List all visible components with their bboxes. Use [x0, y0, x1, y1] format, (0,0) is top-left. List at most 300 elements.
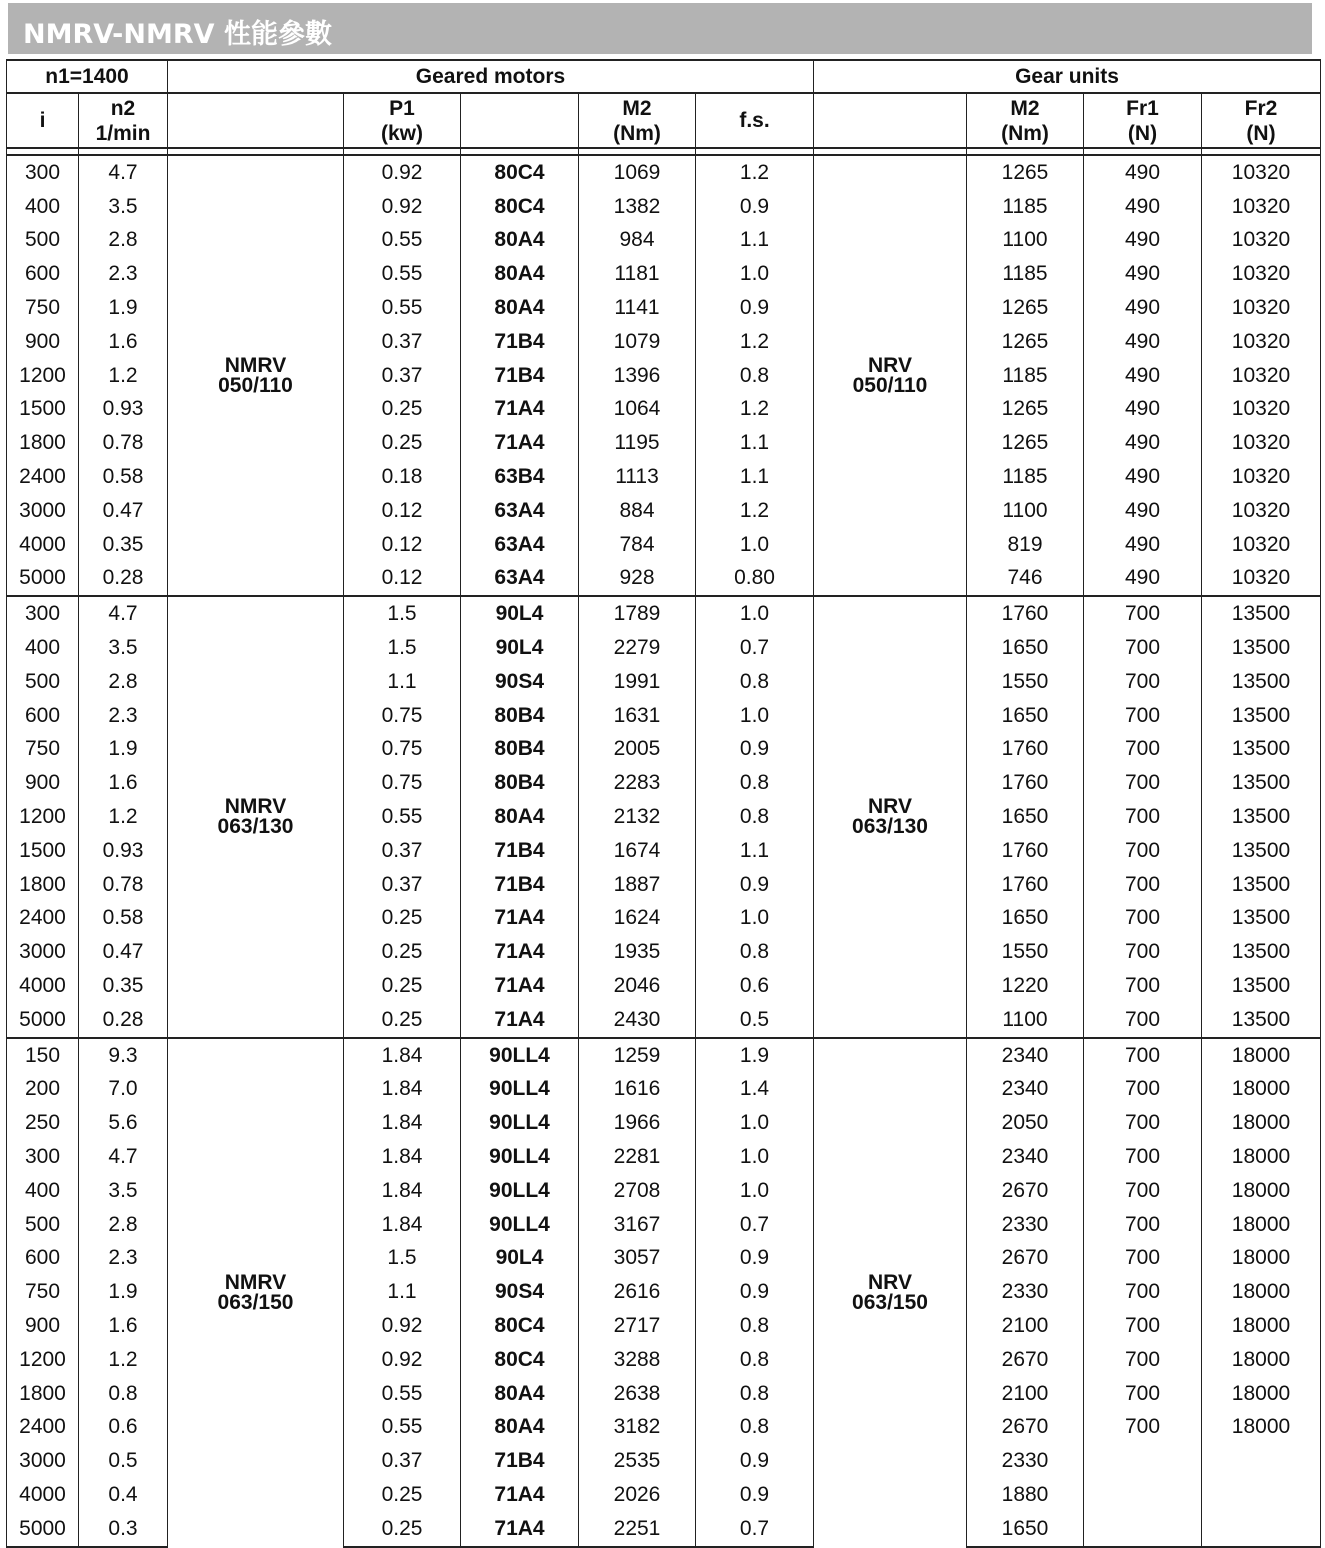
- cell-p1: 1.1: [344, 1275, 461, 1309]
- cell-m2: 1396: [579, 359, 696, 393]
- cell-service-factor: 0.7: [696, 631, 814, 665]
- cell-fr1: 700: [1084, 1106, 1202, 1140]
- cell-motor-type: 63A4: [461, 528, 579, 562]
- cell-fr1: 700: [1084, 969, 1202, 1003]
- cell-fr2: 10320: [1202, 155, 1321, 190]
- cell-m2: 884: [579, 494, 696, 528]
- cell-gear-m2: 2330: [967, 1444, 1084, 1478]
- cell-motor-type: 80A4: [461, 1410, 579, 1444]
- cell-p1: 0.75: [344, 766, 461, 800]
- cell-motor-type: 63A4: [461, 562, 579, 597]
- cell-p1: 0.55: [344, 1377, 461, 1411]
- cell-motor-type: 71A4: [461, 393, 579, 427]
- cell-gear-m2: 1100: [967, 494, 1084, 528]
- cell-service-factor: 0.8: [696, 1410, 814, 1444]
- cell-motor-type: 90L4: [461, 596, 579, 631]
- cell-ratio-i: 2400: [7, 902, 79, 936]
- col-header-fr1: Fr1 (N): [1084, 93, 1202, 148]
- cell-gear-m2: 1760: [967, 834, 1084, 868]
- cell-service-factor: 0.8: [696, 800, 814, 834]
- cell-n2: 1.2: [79, 1343, 168, 1377]
- cell-m2: 2005: [579, 733, 696, 767]
- cell-fr2: 18000: [1202, 1242, 1321, 1276]
- cell-motor-type: 90LL4: [461, 1073, 579, 1107]
- cell-gear-m2: 2340: [967, 1038, 1084, 1073]
- cell-service-factor: 0.8: [696, 665, 814, 699]
- header-separator: [7, 148, 1321, 155]
- cell-m2: 2026: [579, 1478, 696, 1512]
- cell-n2: 3.5: [79, 631, 168, 665]
- cell-ratio-i: 500: [7, 665, 79, 699]
- cell-n2: 9.3: [79, 1038, 168, 1073]
- header-gear-units: Gear units: [814, 60, 1321, 93]
- cell-service-factor: 1.0: [696, 1106, 814, 1140]
- cell-n2: 0.78: [79, 868, 168, 902]
- cell-service-factor: 1.0: [696, 699, 814, 733]
- cell-motor-type: 71B4: [461, 359, 579, 393]
- gear-unit-model: NRV 063/130: [814, 596, 967, 1037]
- cell-n2: 0.78: [79, 426, 168, 460]
- cell-n2: 2.8: [79, 1208, 168, 1242]
- cell-fr1: 700: [1084, 665, 1202, 699]
- cell-m2: 1382: [579, 190, 696, 224]
- cell-service-factor: 0.9: [696, 1444, 814, 1478]
- cell-m2: 1616: [579, 1073, 696, 1107]
- cell-fr1: 700: [1084, 1377, 1202, 1411]
- col-header-fr2: Fr2 (N): [1202, 93, 1321, 148]
- cell-service-factor: 0.9: [696, 868, 814, 902]
- cell-ratio-i: 250: [7, 1106, 79, 1140]
- header-n1: n1=1400: [7, 60, 168, 93]
- cell-motor-type: 71A4: [461, 1478, 579, 1512]
- cell-motor-type: 71A4: [461, 902, 579, 936]
- cell-m2: 2638: [579, 1377, 696, 1411]
- cell-service-factor: 0.8: [696, 1309, 814, 1343]
- cell-fr2: [1202, 1478, 1321, 1512]
- cell-fr2: 10320: [1202, 359, 1321, 393]
- col-header-p1: P1 (kw): [344, 93, 461, 148]
- cell-service-factor: 1.0: [696, 257, 814, 291]
- cell-motor-type: 80B4: [461, 733, 579, 767]
- cell-m2: 1113: [579, 460, 696, 494]
- cell-motor-type: 90LL4: [461, 1106, 579, 1140]
- cell-p1: 0.37: [344, 325, 461, 359]
- cell-service-factor: 0.9: [696, 1275, 814, 1309]
- cell-fr1: 490: [1084, 528, 1202, 562]
- cell-gear-m2: 1185: [967, 190, 1084, 224]
- gear-unit-model: NRV 063/150: [814, 1038, 967, 1547]
- cell-p1: 0.37: [344, 868, 461, 902]
- cell-m2: 1195: [579, 426, 696, 460]
- cell-n2: 0.6: [79, 1410, 168, 1444]
- cell-p1: 1.5: [344, 631, 461, 665]
- cell-fr2: 18000: [1202, 1038, 1321, 1073]
- cell-n2: 1.6: [79, 766, 168, 800]
- cell-fr2: 18000: [1202, 1073, 1321, 1107]
- cell-service-factor: 1.0: [696, 596, 814, 631]
- cell-n2: 1.2: [79, 359, 168, 393]
- cell-fr2: 18000: [1202, 1174, 1321, 1208]
- cell-m2: 2281: [579, 1140, 696, 1174]
- cell-m2: 1966: [579, 1106, 696, 1140]
- cell-fr2: 13500: [1202, 868, 1321, 902]
- cell-m2: 2616: [579, 1275, 696, 1309]
- cell-fr1: 700: [1084, 1174, 1202, 1208]
- cell-motor-type: 80C4: [461, 1309, 579, 1343]
- cell-ratio-i: 750: [7, 291, 79, 325]
- cell-p1: 0.55: [344, 800, 461, 834]
- cell-gear-m2: 1650: [967, 902, 1084, 936]
- cell-ratio-i: 5000: [7, 562, 79, 597]
- cell-m2: 3167: [579, 1208, 696, 1242]
- cell-fr1: 700: [1084, 1140, 1202, 1174]
- cell-fr2: 10320: [1202, 562, 1321, 597]
- cell-p1: 0.92: [344, 1343, 461, 1377]
- col-header-fs: f.s.: [696, 93, 814, 148]
- cell-gear-m2: 1100: [967, 1003, 1084, 1038]
- cell-fr1: 700: [1084, 868, 1202, 902]
- cell-n2: 2.3: [79, 1242, 168, 1276]
- cell-fr1: 490: [1084, 325, 1202, 359]
- cell-p1: 1.84: [344, 1140, 461, 1174]
- title-bar: [8, 3, 1312, 54]
- cell-fr2: 10320: [1202, 325, 1321, 359]
- table-body: [7, 60, 1321, 1547]
- cell-fr1: 700: [1084, 1309, 1202, 1343]
- cell-gear-m2: 1880: [967, 1478, 1084, 1512]
- cell-p1: 0.37: [344, 359, 461, 393]
- cell-fr2: 10320: [1202, 190, 1321, 224]
- cell-motor-type: 90LL4: [461, 1208, 579, 1242]
- col-header-gear-model: [814, 93, 967, 148]
- cell-n2: 0.28: [79, 1003, 168, 1038]
- cell-fr2: 10320: [1202, 528, 1321, 562]
- cell-fr1: 700: [1084, 1275, 1202, 1309]
- cell-ratio-i: 500: [7, 224, 79, 258]
- cell-service-factor: 1.0: [696, 528, 814, 562]
- cell-fr2: 18000: [1202, 1377, 1321, 1411]
- cell-ratio-i: 400: [7, 1174, 79, 1208]
- cell-service-factor: 1.1: [696, 460, 814, 494]
- cell-ratio-i: 600: [7, 699, 79, 733]
- cell-n2: 2.3: [79, 257, 168, 291]
- cell-p1: 0.55: [344, 1410, 461, 1444]
- cell-n2: 4.7: [79, 155, 168, 190]
- cell-m2: 2132: [579, 800, 696, 834]
- cell-fr1: 700: [1084, 1242, 1202, 1276]
- cell-m2: 2283: [579, 766, 696, 800]
- header-row-top: [7, 60, 1321, 93]
- cell-n2: 0.47: [79, 935, 168, 969]
- cell-motor-type: 63B4: [461, 460, 579, 494]
- cell-service-factor: 1.1: [696, 224, 814, 258]
- cell-service-factor: 0.9: [696, 1242, 814, 1276]
- cell-ratio-i: 900: [7, 1309, 79, 1343]
- cell-fr2: 13500: [1202, 902, 1321, 936]
- cell-fr2: 13500: [1202, 935, 1321, 969]
- geared-motor-model: NMRV 063/150: [168, 1038, 344, 1547]
- cell-motor-type: 80A4: [461, 1377, 579, 1411]
- cell-n2: 0.58: [79, 460, 168, 494]
- cell-ratio-i: 4000: [7, 969, 79, 1003]
- cell-motor-type: 80C4: [461, 1343, 579, 1377]
- cell-motor-type: 90LL4: [461, 1174, 579, 1208]
- cell-service-factor: 1.2: [696, 393, 814, 427]
- cell-gear-m2: 2670: [967, 1174, 1084, 1208]
- cell-ratio-i: 3000: [7, 1444, 79, 1478]
- cell-service-factor: 0.9: [696, 291, 814, 325]
- cell-m2: 1141: [579, 291, 696, 325]
- cell-gear-m2: 2100: [967, 1309, 1084, 1343]
- cell-p1: 0.25: [344, 902, 461, 936]
- cell-ratio-i: 5000: [7, 1003, 79, 1038]
- cell-fr1: 700: [1084, 1208, 1202, 1242]
- cell-motor-type: 80B4: [461, 766, 579, 800]
- cell-motor-type: 90LL4: [461, 1140, 579, 1174]
- cell-service-factor: 0.8: [696, 1343, 814, 1377]
- cell-fr1: 700: [1084, 699, 1202, 733]
- col-header-m2: M2 (Nm): [579, 93, 696, 148]
- cell-gear-m2: 1550: [967, 665, 1084, 699]
- cell-fr2: 13500: [1202, 969, 1321, 1003]
- cell-service-factor: 1.0: [696, 902, 814, 936]
- cell-gear-m2: 1650: [967, 699, 1084, 733]
- cell-p1: 0.25: [344, 935, 461, 969]
- cell-motor-type: 80B4: [461, 699, 579, 733]
- cell-p1: 0.25: [344, 393, 461, 427]
- cell-motor-type: 71A4: [461, 426, 579, 460]
- cell-fr1: 490: [1084, 426, 1202, 460]
- col-header-i: i: [7, 93, 79, 148]
- cell-m2: 928: [579, 562, 696, 597]
- cell-m2: 1259: [579, 1038, 696, 1073]
- cell-gear-m2: 1265: [967, 291, 1084, 325]
- table-row: [7, 155, 1321, 190]
- col-header-gear-m2: M2 (Nm): [967, 93, 1084, 148]
- cell-motor-type: 80A4: [461, 800, 579, 834]
- cell-gear-m2: 1265: [967, 325, 1084, 359]
- cell-n2: 0.28: [79, 562, 168, 597]
- cell-service-factor: 1.4: [696, 1073, 814, 1107]
- cell-p1: 0.75: [344, 733, 461, 767]
- cell-gear-m2: 1265: [967, 426, 1084, 460]
- cell-n2: 0.35: [79, 528, 168, 562]
- cell-m2: 3182: [579, 1410, 696, 1444]
- cell-gear-m2: 2340: [967, 1073, 1084, 1107]
- cell-n2: 4.7: [79, 1140, 168, 1174]
- cell-n2: 0.35: [79, 969, 168, 1003]
- col-header-geared-model: [168, 93, 344, 148]
- cell-fr1: 700: [1084, 800, 1202, 834]
- cell-gear-m2: 2670: [967, 1410, 1084, 1444]
- cell-gear-m2: 2100: [967, 1377, 1084, 1411]
- cell-service-factor: 1.1: [696, 834, 814, 868]
- cell-m2: 3288: [579, 1343, 696, 1377]
- cell-n2: 4.7: [79, 596, 168, 631]
- cell-fr1: 700: [1084, 1038, 1202, 1073]
- cell-motor-type: 90L4: [461, 631, 579, 665]
- cell-n2: 1.2: [79, 800, 168, 834]
- cell-motor-type: 71A4: [461, 1003, 579, 1038]
- cell-p1: 0.25: [344, 1478, 461, 1512]
- cell-n2: 2.8: [79, 224, 168, 258]
- cell-p1: 0.12: [344, 562, 461, 597]
- cell-service-factor: 0.8: [696, 359, 814, 393]
- cell-fr1: 700: [1084, 1073, 1202, 1107]
- cell-fr2: 13500: [1202, 631, 1321, 665]
- cell-fr2: 13500: [1202, 800, 1321, 834]
- cell-m2: 984: [579, 224, 696, 258]
- cell-n2: 1.6: [79, 325, 168, 359]
- performance-table: [6, 59, 1321, 1548]
- cell-ratio-i: 900: [7, 325, 79, 359]
- cell-n2: 0.58: [79, 902, 168, 936]
- cell-p1: 1.1: [344, 665, 461, 699]
- cell-gear-m2: 1100: [967, 224, 1084, 258]
- cell-n2: 0.4: [79, 1478, 168, 1512]
- cell-gear-m2: 1220: [967, 969, 1084, 1003]
- cell-ratio-i: 1200: [7, 359, 79, 393]
- cell-n2: 0.93: [79, 393, 168, 427]
- cell-p1: 0.55: [344, 291, 461, 325]
- cell-ratio-i: 1800: [7, 426, 79, 460]
- cell-p1: 1.84: [344, 1038, 461, 1073]
- cell-fr1: 700: [1084, 766, 1202, 800]
- cell-service-factor: 0.6: [696, 969, 814, 1003]
- cell-motor-type: 71A4: [461, 1512, 579, 1547]
- cell-n2: 1.9: [79, 291, 168, 325]
- cell-fr2: 18000: [1202, 1275, 1321, 1309]
- cell-n2: 0.93: [79, 834, 168, 868]
- cell-n2: 2.8: [79, 665, 168, 699]
- cell-fr2: 18000: [1202, 1106, 1321, 1140]
- cell-fr2: 10320: [1202, 426, 1321, 460]
- cell-m2: 1631: [579, 699, 696, 733]
- cell-fr2: 13500: [1202, 596, 1321, 631]
- cell-m2: 2708: [579, 1174, 696, 1208]
- cell-ratio-i: 600: [7, 257, 79, 291]
- cell-ratio-i: 750: [7, 733, 79, 767]
- cell-fr1: 490: [1084, 460, 1202, 494]
- cell-motor-type: 80C4: [461, 155, 579, 190]
- cell-m2: 1887: [579, 868, 696, 902]
- cell-gear-m2: 1185: [967, 359, 1084, 393]
- cell-motor-type: 90S4: [461, 1275, 579, 1309]
- header-row-columns: [7, 93, 1321, 148]
- cell-p1: 0.92: [344, 155, 461, 190]
- cell-ratio-i: 300: [7, 596, 79, 631]
- cell-fr2: 18000: [1202, 1343, 1321, 1377]
- cell-n2: 3.5: [79, 1174, 168, 1208]
- cell-motor-type: 80A4: [461, 224, 579, 258]
- cell-fr2: 18000: [1202, 1208, 1321, 1242]
- geared-motor-model: NMRV 063/130: [168, 596, 344, 1037]
- cell-fr1: [1084, 1478, 1202, 1512]
- cell-fr2: 10320: [1202, 460, 1321, 494]
- cell-gear-m2: 2330: [967, 1208, 1084, 1242]
- cell-fr2: 10320: [1202, 291, 1321, 325]
- cell-fr2: 10320: [1202, 224, 1321, 258]
- cell-fr1: 700: [1084, 902, 1202, 936]
- cell-ratio-i: 1800: [7, 1377, 79, 1411]
- cell-fr1: 700: [1084, 1343, 1202, 1377]
- cell-fr2: [1202, 1512, 1321, 1547]
- cell-service-factor: 0.9: [696, 733, 814, 767]
- cell-p1: 0.55: [344, 224, 461, 258]
- cell-m2: 2717: [579, 1309, 696, 1343]
- cell-motor-type: 71A4: [461, 969, 579, 1003]
- page-title: NMRV-NMRV 性能參數: [23, 19, 332, 50]
- cell-p1: 1.84: [344, 1106, 461, 1140]
- cell-fr2: 10320: [1202, 494, 1321, 528]
- cell-fr2: 13500: [1202, 665, 1321, 699]
- cell-motor-type: 71A4: [461, 935, 579, 969]
- cell-fr1: 490: [1084, 224, 1202, 258]
- cell-p1: 0.75: [344, 699, 461, 733]
- cell-service-factor: 0.9: [696, 190, 814, 224]
- col-header-motor: [461, 93, 579, 148]
- geared-motor-model: NMRV 050/110: [168, 155, 344, 596]
- cell-ratio-i: 500: [7, 1208, 79, 1242]
- cell-gear-m2: 2670: [967, 1343, 1084, 1377]
- col-header-n2: n2 1/min: [79, 93, 168, 148]
- cell-n2: 0.3: [79, 1512, 168, 1547]
- cell-n2: 1.9: [79, 733, 168, 767]
- cell-fr1: 490: [1084, 291, 1202, 325]
- cell-gear-m2: 819: [967, 528, 1084, 562]
- cell-ratio-i: 400: [7, 631, 79, 665]
- cell-ratio-i: 200: [7, 1073, 79, 1107]
- cell-p1: 0.12: [344, 494, 461, 528]
- cell-fr2: 18000: [1202, 1309, 1321, 1343]
- cell-ratio-i: 5000: [7, 1512, 79, 1547]
- cell-service-factor: 1.2: [696, 155, 814, 190]
- cell-m2: 1064: [579, 393, 696, 427]
- cell-m2: 1079: [579, 325, 696, 359]
- cell-gear-m2: 1265: [967, 155, 1084, 190]
- cell-motor-type: 71B4: [461, 834, 579, 868]
- cell-ratio-i: 1800: [7, 868, 79, 902]
- cell-fr2: 13500: [1202, 834, 1321, 868]
- cell-service-factor: 0.8: [696, 935, 814, 969]
- cell-ratio-i: 300: [7, 155, 79, 190]
- cell-gear-m2: 1550: [967, 935, 1084, 969]
- cell-fr2: 18000: [1202, 1140, 1321, 1174]
- cell-ratio-i: 900: [7, 766, 79, 800]
- cell-fr1: 700: [1084, 631, 1202, 665]
- cell-fr1: 700: [1084, 733, 1202, 767]
- cell-ratio-i: 1200: [7, 1343, 79, 1377]
- cell-n2: 5.6: [79, 1106, 168, 1140]
- cell-p1: 0.37: [344, 834, 461, 868]
- cell-ratio-i: 4000: [7, 1478, 79, 1512]
- cell-n2: 7.0: [79, 1073, 168, 1107]
- cell-ratio-i: 150: [7, 1038, 79, 1073]
- cell-service-factor: 1.1: [696, 426, 814, 460]
- cell-service-factor: 0.8: [696, 766, 814, 800]
- cell-fr1: 490: [1084, 155, 1202, 190]
- cell-gear-m2: 2340: [967, 1140, 1084, 1174]
- cell-m2: 1674: [579, 834, 696, 868]
- cell-motor-type: 71B4: [461, 1444, 579, 1478]
- cell-fr1: 490: [1084, 494, 1202, 528]
- cell-motor-type: 80A4: [461, 291, 579, 325]
- cell-motor-type: 63A4: [461, 494, 579, 528]
- cell-p1: 0.25: [344, 1512, 461, 1547]
- cell-p1: 0.25: [344, 969, 461, 1003]
- cell-gear-m2: 1265: [967, 393, 1084, 427]
- cell-gear-m2: 1650: [967, 800, 1084, 834]
